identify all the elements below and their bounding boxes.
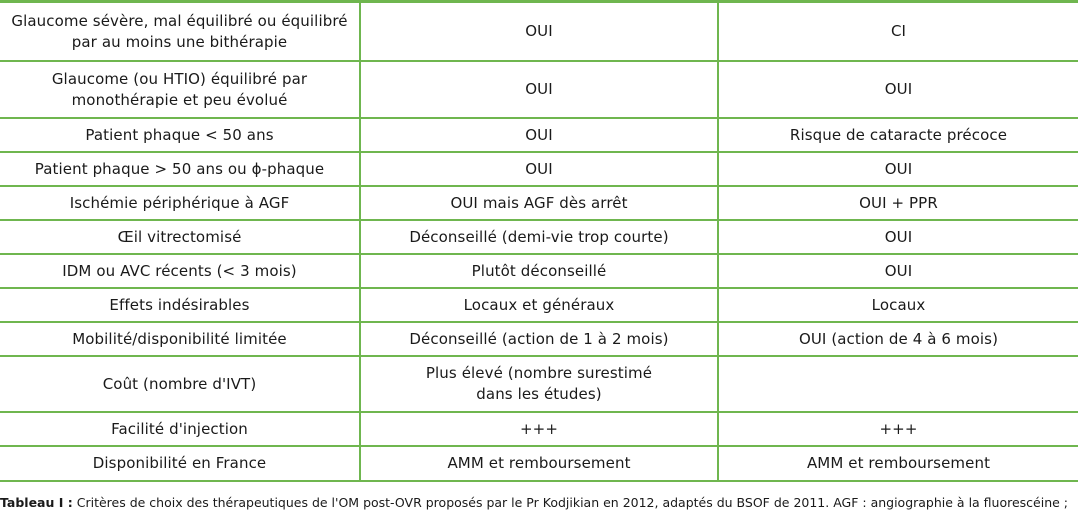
criterion-text: Œil vitrectomisé <box>117 227 242 246</box>
col2-text: AMM et remboursement <box>447 454 631 472</box>
criterion-cell <box>0 3 360 61</box>
col2-cell <box>360 356 718 412</box>
col2-text: OUI <box>525 80 553 98</box>
col2-cell <box>360 152 718 186</box>
col2-cell <box>360 288 718 322</box>
col3-cell <box>718 254 1078 288</box>
col2-cell <box>360 220 718 254</box>
criterion-text: Facilité d'injection <box>111 419 248 438</box>
criterion-text: Ischémie périphérique à AGF <box>69 193 290 212</box>
col3-cell <box>718 322 1078 356</box>
criterion-text: IDM ou AVC récents (< 3 mois) <box>62 261 297 280</box>
criterion-cell <box>0 220 360 254</box>
criterion-cell <box>0 356 360 412</box>
criterion-text: Glaucome sévère, mal équilibré ou équilibré par au moins une bithérapie <box>11 11 348 51</box>
col3-text: OUI <box>884 227 913 246</box>
col3-cell <box>718 288 1078 322</box>
caption-label: Tableau I : <box>0 495 73 510</box>
col3-cell <box>718 220 1078 254</box>
table-row <box>0 3 1078 61</box>
col3-cell <box>718 118 1078 152</box>
criterion-text: Coût (nombre d'IVT) <box>102 374 257 393</box>
col3-cell <box>718 3 1078 61</box>
table-row <box>0 446 1078 481</box>
criterion-text: Effets indésirables <box>109 295 250 314</box>
col2-cell <box>360 322 718 356</box>
col2-cell <box>360 412 718 446</box>
col2-text: Plus élevé (nombre surestimé dans les études) <box>425 364 653 403</box>
col2-cell <box>360 3 718 61</box>
col3-cell <box>718 152 1078 186</box>
col2-text: OUI <box>525 22 553 40</box>
col2-text: Plutôt déconseillé <box>471 261 607 280</box>
criterion-cell <box>0 322 360 356</box>
criterion-cell <box>0 118 360 152</box>
criterion-cell <box>0 288 360 322</box>
col3-text: +++ <box>879 419 918 438</box>
criterion-cell <box>0 254 360 288</box>
caption-text: Critères de choix des thérapeutiques de l'OM post-OVR proposés par le Pr Kodjikian en 2012, adaptés du BSOF de 2011. AGF : angiographie à la fluorescéine ; <box>72 495 1069 510</box>
col3-text: OUI <box>884 80 913 98</box>
criterion-cell <box>0 412 360 446</box>
col3-text: OUI <box>884 261 913 280</box>
col3-cell <box>718 356 1078 412</box>
col3-text: CI <box>890 22 907 40</box>
table-caption <box>0 495 1078 511</box>
col3-text: Locaux <box>871 295 926 314</box>
table-row <box>0 186 1078 220</box>
criterion-text: Glaucome (ou HTIO) équilibré par monothérapie et peu évolué <box>51 69 308 109</box>
table-row <box>0 152 1078 186</box>
criterion-cell <box>0 186 360 220</box>
table-row <box>0 118 1078 152</box>
col2-text: Déconseillé (action de 1 à 2 mois) <box>409 329 669 348</box>
criterion-cell <box>0 152 360 186</box>
col2-cell <box>360 254 718 288</box>
criterion-text: Patient phaque > 50 ans ou ϕ-phaque <box>34 159 325 178</box>
col3-cell <box>718 412 1078 446</box>
criterion-text: Mobilité/disponibilité limitée <box>72 329 287 348</box>
table-row <box>0 412 1078 446</box>
col2-cell <box>360 118 718 152</box>
col3-cell <box>718 186 1078 220</box>
col2-cell <box>360 446 718 481</box>
table-row <box>0 322 1078 356</box>
col2-text: OUI mais AGF dès arrêt <box>450 193 628 212</box>
criterion-cell <box>0 446 360 481</box>
col3-text: OUI (action de 4 à 6 mois) <box>798 329 999 348</box>
criterion-text: Patient phaque < 50 ans <box>85 125 274 144</box>
table-row <box>0 288 1078 322</box>
col2-cell <box>360 61 718 118</box>
table-row <box>0 356 1078 412</box>
criterion-cell <box>0 61 360 118</box>
table-row <box>0 220 1078 254</box>
table-row <box>0 61 1078 118</box>
col2-text: Locaux et généraux <box>463 295 615 314</box>
col3-text: OUI <box>884 159 913 178</box>
criterion-text: Disponibilité en France <box>92 454 267 472</box>
criteria-table <box>0 3 1078 482</box>
table-row <box>0 254 1078 288</box>
col2-text: OUI <box>525 159 553 178</box>
col2-text: +++ <box>519 419 558 438</box>
col3-text: Risque de cataracte précoce <box>789 125 1008 144</box>
col2-cell <box>360 186 718 220</box>
col3-cell <box>718 61 1078 118</box>
col2-text: OUI <box>525 125 553 144</box>
col3-text: OUI + PPR <box>859 193 938 212</box>
col3-text: AMM et remboursement <box>806 454 991 472</box>
col2-text: Déconseillé (demi-vie trop courte) <box>409 227 669 246</box>
col3-cell <box>718 446 1078 481</box>
